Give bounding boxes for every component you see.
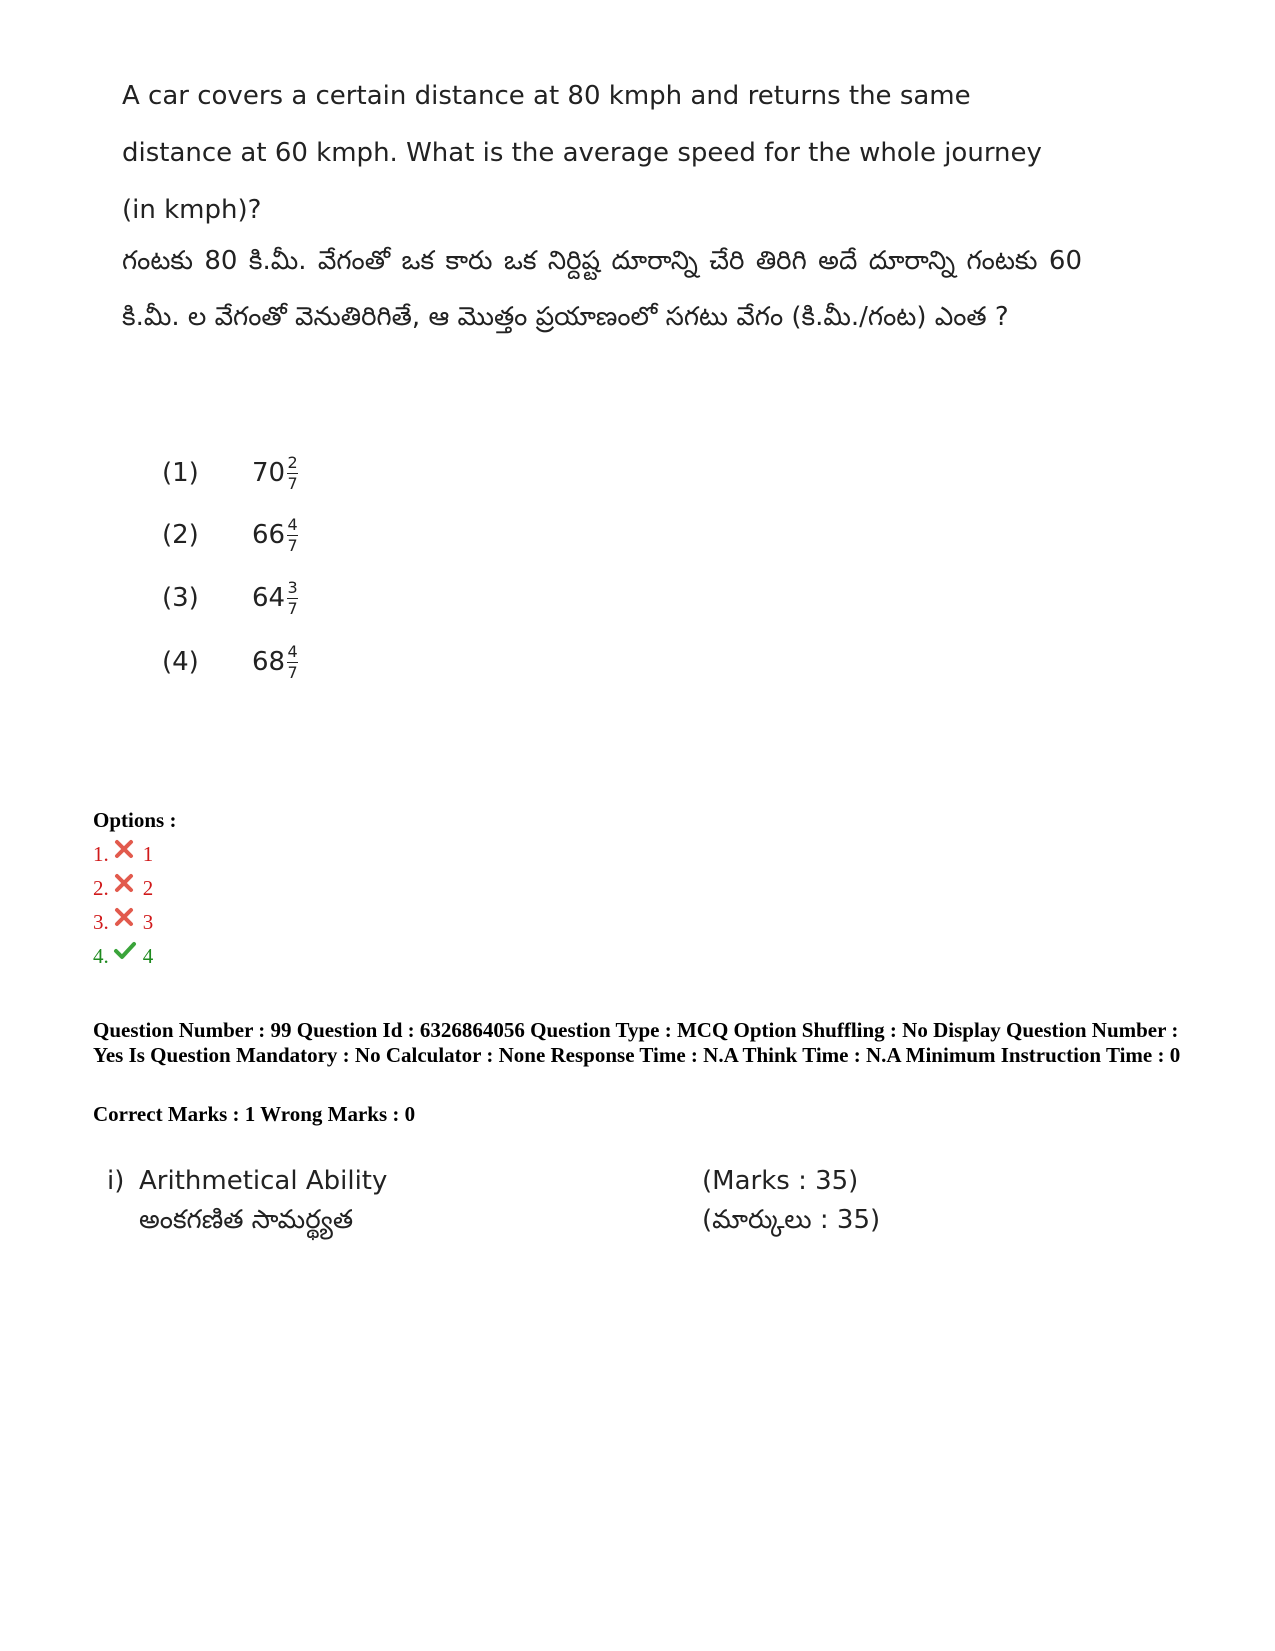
fraction-numerator: 4	[287, 641, 298, 661]
choice-1	[162, 445, 298, 501]
choice-whole: 70	[252, 458, 286, 488]
option-index: 4.	[93, 944, 109, 968]
choice-fraction	[287, 454, 298, 493]
fraction-denominator: 7	[287, 473, 298, 493]
cross-icon	[113, 873, 137, 893]
choice-label: (3)	[162, 583, 199, 613]
fraction-numerator: 2	[287, 452, 298, 472]
fraction-numerator: 4	[287, 514, 298, 534]
option-value: 4	[142, 944, 154, 968]
choice-4	[162, 634, 298, 690]
choice-label: (2)	[162, 520, 199, 550]
section-prefix: i)	[107, 1166, 125, 1196]
option-index: 3.	[93, 910, 109, 934]
section-title-telugu: అంకగణిత సామర్థ్యత	[139, 1205, 354, 1235]
option-1	[93, 842, 153, 867]
choice-label: (1)	[162, 458, 199, 488]
choice-fraction	[287, 516, 298, 555]
choice-value	[252, 643, 298, 682]
choice-value	[252, 454, 298, 493]
question-text-telugu: గంటకు 80 కి.మీ. వేగంతో ఒక కారు ఒక నిర్దిష్ట దూరాన్ని చేరి తిరిగి అదే దూరాన్ని గంటకు 60 కి.మీ. ల వేగంతో వెనుతిరిగితే, ఆ మొత్తం ప్రయాణంలో సగటు వేగం (కి.మీ./గంట) ఎంత ?	[122, 246, 1082, 332]
question-metadata: Question Number : 99 Question Id : 6326864056 Question Type : MCQ Option Shuffling : No Display Question Number : Yes Is Question Mandatory : No Calculator : None Response Time : N.A Think Time : N.A Minimum Instruction Time : 0	[93, 1018, 1181, 1067]
marks-info: Correct Marks : 1 Wrong Marks : 0	[93, 1102, 416, 1126]
options-heading: Options :	[93, 808, 177, 832]
option-index: 2.	[93, 876, 109, 900]
fraction-denominator: 7	[287, 535, 298, 555]
section-marks-telugu: (మార్కులు : 35)	[702, 1205, 881, 1235]
choice-whole: 68	[252, 647, 286, 677]
fraction-denominator: 7	[287, 662, 298, 682]
check-icon	[113, 941, 137, 961]
cross-icon	[113, 907, 137, 927]
choice-2	[162, 507, 298, 563]
option-value: 2	[142, 876, 154, 900]
fraction-numerator: 3	[287, 577, 298, 597]
option-4	[93, 944, 153, 969]
option-2	[93, 876, 153, 901]
choice-3	[162, 570, 298, 626]
choice-fraction	[287, 579, 298, 618]
option-value: 3	[142, 910, 154, 934]
section-marks-english: (Marks : 35)	[702, 1166, 859, 1196]
option-value: 1	[142, 842, 154, 866]
choice-label: (4)	[162, 647, 199, 677]
choice-fraction	[287, 643, 298, 682]
choice-whole: 66	[252, 520, 286, 550]
section-title-english: Arithmetical Ability	[139, 1166, 388, 1196]
question-text-english: A car covers a certain distance at 80 kmph and returns the same distance at 60 kmph. What is the average speed for the whole journey (in kmph)?	[122, 81, 1042, 225]
option-3	[93, 910, 153, 935]
choice-whole: 64	[252, 583, 286, 613]
option-index: 1.	[93, 842, 109, 866]
choice-value	[252, 579, 298, 618]
cross-icon	[113, 839, 137, 859]
choice-value	[252, 516, 298, 555]
fraction-denominator: 7	[287, 598, 298, 618]
